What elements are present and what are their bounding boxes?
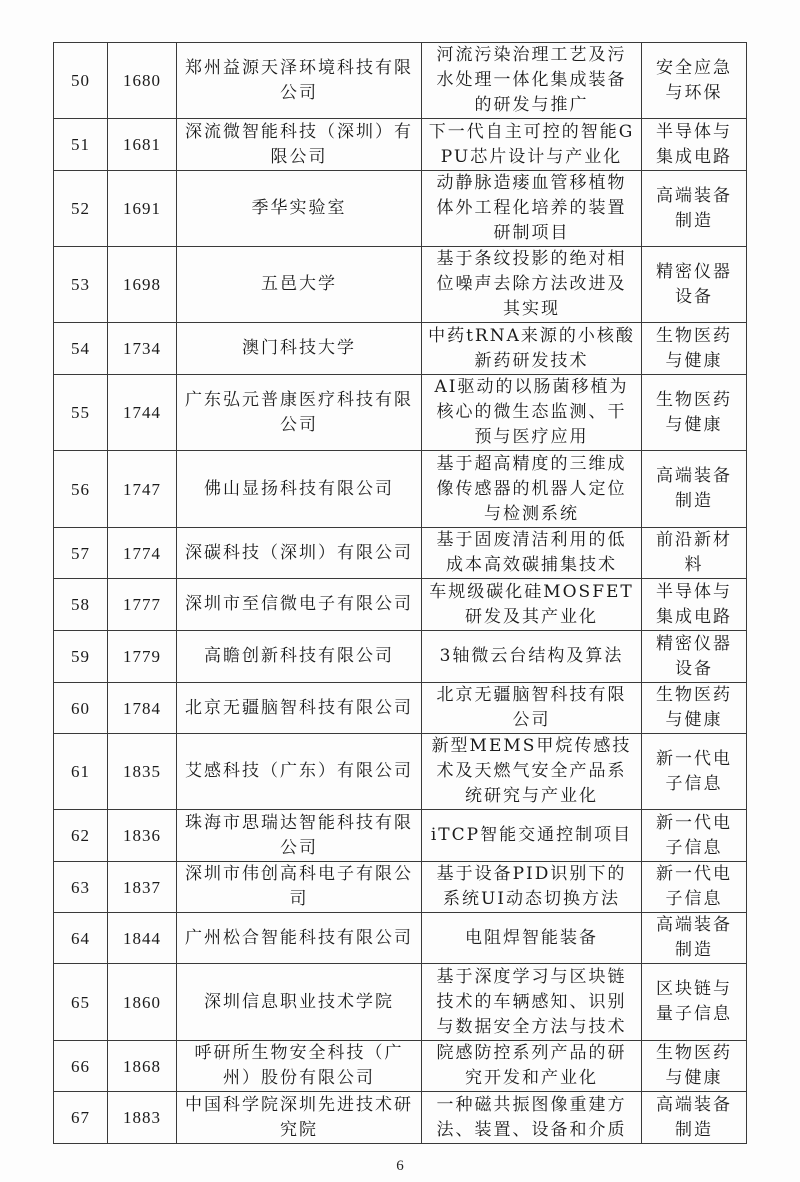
row-project-id: 1774 bbox=[108, 528, 177, 579]
table-row bbox=[54, 683, 747, 734]
row-field: 精密仪器设备 bbox=[642, 247, 747, 323]
row-organization: 广州松合智能科技有限公司 bbox=[177, 913, 422, 964]
table-row bbox=[54, 323, 747, 375]
row-project-name: 新型MEMS甲烷传感技术及天燃气安全产品系统研究与产业化 bbox=[422, 734, 642, 810]
table-body bbox=[54, 43, 747, 1144]
row-project-id: 1860 bbox=[108, 964, 177, 1041]
row-project-id: 1836 bbox=[108, 810, 177, 862]
row-sequence-number: 63 bbox=[54, 862, 108, 913]
row-project-id: 1747 bbox=[108, 451, 177, 528]
row-field: 高端装备制造 bbox=[642, 913, 747, 964]
row-field: 半导体与集成电路 bbox=[642, 579, 747, 631]
row-project-id: 1680 bbox=[108, 43, 177, 119]
row-project-id: 1734 bbox=[108, 323, 177, 375]
row-project-name: 动静脉造瘘血管移植物体外工程化培养的装置研制项目 bbox=[422, 171, 642, 247]
row-field: 新一代电子信息 bbox=[642, 734, 747, 810]
table-row bbox=[54, 1041, 747, 1092]
row-organization: 珠海市思瑞达智能科技有限公司 bbox=[177, 810, 422, 862]
row-sequence-number: 56 bbox=[54, 451, 108, 528]
row-project-name: 电阻焊智能装备 bbox=[422, 913, 642, 964]
row-organization: 佛山显扬科技有限公司 bbox=[177, 451, 422, 528]
table-row bbox=[54, 810, 747, 862]
table-row bbox=[54, 119, 747, 171]
row-sequence-number: 66 bbox=[54, 1041, 108, 1092]
row-sequence-number: 50 bbox=[54, 43, 108, 119]
row-project-name: 3轴微云台结构及算法 bbox=[422, 631, 642, 683]
row-project-name: 基于条纹投影的绝对相位噪声去除方法改进及其实现 bbox=[422, 247, 642, 323]
row-field: 生物医药与健康 bbox=[642, 1041, 747, 1092]
row-project-name: iTCP智能交通控制项目 bbox=[422, 810, 642, 862]
row-project-name: 基于深度学习与区块链技术的车辆感知、识别与数据安全方法与技术 bbox=[422, 964, 642, 1041]
row-sequence-number: 61 bbox=[54, 734, 108, 810]
table-row bbox=[54, 862, 747, 913]
row-field: 精密仪器设备 bbox=[642, 631, 747, 683]
row-project-id: 1837 bbox=[108, 862, 177, 913]
table-row bbox=[54, 375, 747, 451]
table-row bbox=[54, 451, 747, 528]
row-sequence-number: 55 bbox=[54, 375, 108, 451]
row-project-id: 1835 bbox=[108, 734, 177, 810]
row-sequence-number: 67 bbox=[54, 1092, 108, 1144]
row-organization: 艾感科技（广东）有限公司 bbox=[177, 734, 422, 810]
row-project-name: 北京无疆脑智科技有限公司 bbox=[422, 683, 642, 734]
row-project-id: 1883 bbox=[108, 1092, 177, 1144]
row-project-id: 1784 bbox=[108, 683, 177, 734]
table-row bbox=[54, 964, 747, 1041]
row-project-name: 一种磁共振图像重建方法、装置、设备和介质 bbox=[422, 1092, 642, 1144]
row-project-id: 1777 bbox=[108, 579, 177, 631]
row-organization: 五邑大学 bbox=[177, 247, 422, 323]
row-sequence-number: 51 bbox=[54, 119, 108, 171]
row-project-name: AI驱动的以肠菌移植为核心的微生态监测、干预与医疗应用 bbox=[422, 375, 642, 451]
row-sequence-number: 52 bbox=[54, 171, 108, 247]
row-organization: 北京无疆脑智科技有限公司 bbox=[177, 683, 422, 734]
row-organization: 深碳科技（深圳）有限公司 bbox=[177, 528, 422, 579]
row-organization: 郑州益源天泽环境科技有限公司 bbox=[177, 43, 422, 119]
row-project-name: 基于设备PID识别下的系统UI动态切换方法 bbox=[422, 862, 642, 913]
page-number: 6 bbox=[396, 1158, 404, 1174]
table-row bbox=[54, 1092, 747, 1144]
row-project-id: 1779 bbox=[108, 631, 177, 683]
row-field: 高端装备制造 bbox=[642, 451, 747, 528]
row-sequence-number: 62 bbox=[54, 810, 108, 862]
row-sequence-number: 59 bbox=[54, 631, 108, 683]
row-organization: 季华实验室 bbox=[177, 171, 422, 247]
row-sequence-number: 58 bbox=[54, 579, 108, 631]
row-project-id: 1868 bbox=[108, 1041, 177, 1092]
table-row bbox=[54, 247, 747, 323]
row-field: 生物医药与健康 bbox=[642, 683, 747, 734]
row-sequence-number: 54 bbox=[54, 323, 108, 375]
row-project-id: 1698 bbox=[108, 247, 177, 323]
row-project-id: 1681 bbox=[108, 119, 177, 171]
row-project-id: 1691 bbox=[108, 171, 177, 247]
row-field: 高端装备制造 bbox=[642, 171, 747, 247]
row-field: 新一代电子信息 bbox=[642, 810, 747, 862]
row-project-name: 河流污染治理工艺及污水处理一体化集成装备的研发与推广 bbox=[422, 43, 642, 119]
table-row bbox=[54, 579, 747, 631]
row-field: 新一代电子信息 bbox=[642, 862, 747, 913]
row-field: 前沿新材料 bbox=[642, 528, 747, 579]
row-project-name: 下一代自主可控的智能GPU芯片设计与产业化 bbox=[422, 119, 642, 171]
row-field: 生物医药与健康 bbox=[642, 375, 747, 451]
row-organization: 深流微智能科技（深圳）有限公司 bbox=[177, 119, 422, 171]
row-organization: 中国科学院深圳先进技术研究院 bbox=[177, 1092, 422, 1144]
table-row bbox=[54, 734, 747, 810]
row-sequence-number: 65 bbox=[54, 964, 108, 1041]
row-project-id: 1744 bbox=[108, 375, 177, 451]
table-row bbox=[54, 43, 747, 119]
row-project-name: 车规级碳化硅MOSFET研发及其产业化 bbox=[422, 579, 642, 631]
row-organization: 广东弘元普康医疗科技有限公司 bbox=[177, 375, 422, 451]
row-sequence-number: 57 bbox=[54, 528, 108, 579]
table-row bbox=[54, 631, 747, 683]
row-organization: 澳门科技大学 bbox=[177, 323, 422, 375]
row-project-name: 中药tRNA来源的小核酸新药研发技术 bbox=[422, 323, 642, 375]
project-list-table bbox=[53, 42, 747, 1144]
table-row bbox=[54, 913, 747, 964]
row-project-name: 院感防控系列产品的研究开发和产业化 bbox=[422, 1041, 642, 1092]
row-organization: 深圳市至信微电子有限公司 bbox=[177, 579, 422, 631]
row-project-name: 基于固废清洁利用的低成本高效碳捕集技术 bbox=[422, 528, 642, 579]
row-organization: 深圳市伟创高科电子有限公司 bbox=[177, 862, 422, 913]
row-field: 生物医药与健康 bbox=[642, 323, 747, 375]
row-field: 区块链与量子信息 bbox=[642, 964, 747, 1041]
row-organization: 呼研所生物安全科技（广州）股份有限公司 bbox=[177, 1041, 422, 1092]
row-field: 半导体与集成电路 bbox=[642, 119, 747, 171]
row-project-name: 基于超高精度的三维成像传感器的机器人定位与检测系统 bbox=[422, 451, 642, 528]
table-row bbox=[54, 171, 747, 247]
row-project-id: 1844 bbox=[108, 913, 177, 964]
table-row bbox=[54, 528, 747, 579]
row-sequence-number: 64 bbox=[54, 913, 108, 964]
row-sequence-number: 60 bbox=[54, 683, 108, 734]
row-field: 高端装备制造 bbox=[642, 1092, 747, 1144]
row-organization: 高瞻创新科技有限公司 bbox=[177, 631, 422, 683]
row-sequence-number: 53 bbox=[54, 247, 108, 323]
row-field: 安全应急与环保 bbox=[642, 43, 747, 119]
row-organization: 深圳信息职业技术学院 bbox=[177, 964, 422, 1041]
